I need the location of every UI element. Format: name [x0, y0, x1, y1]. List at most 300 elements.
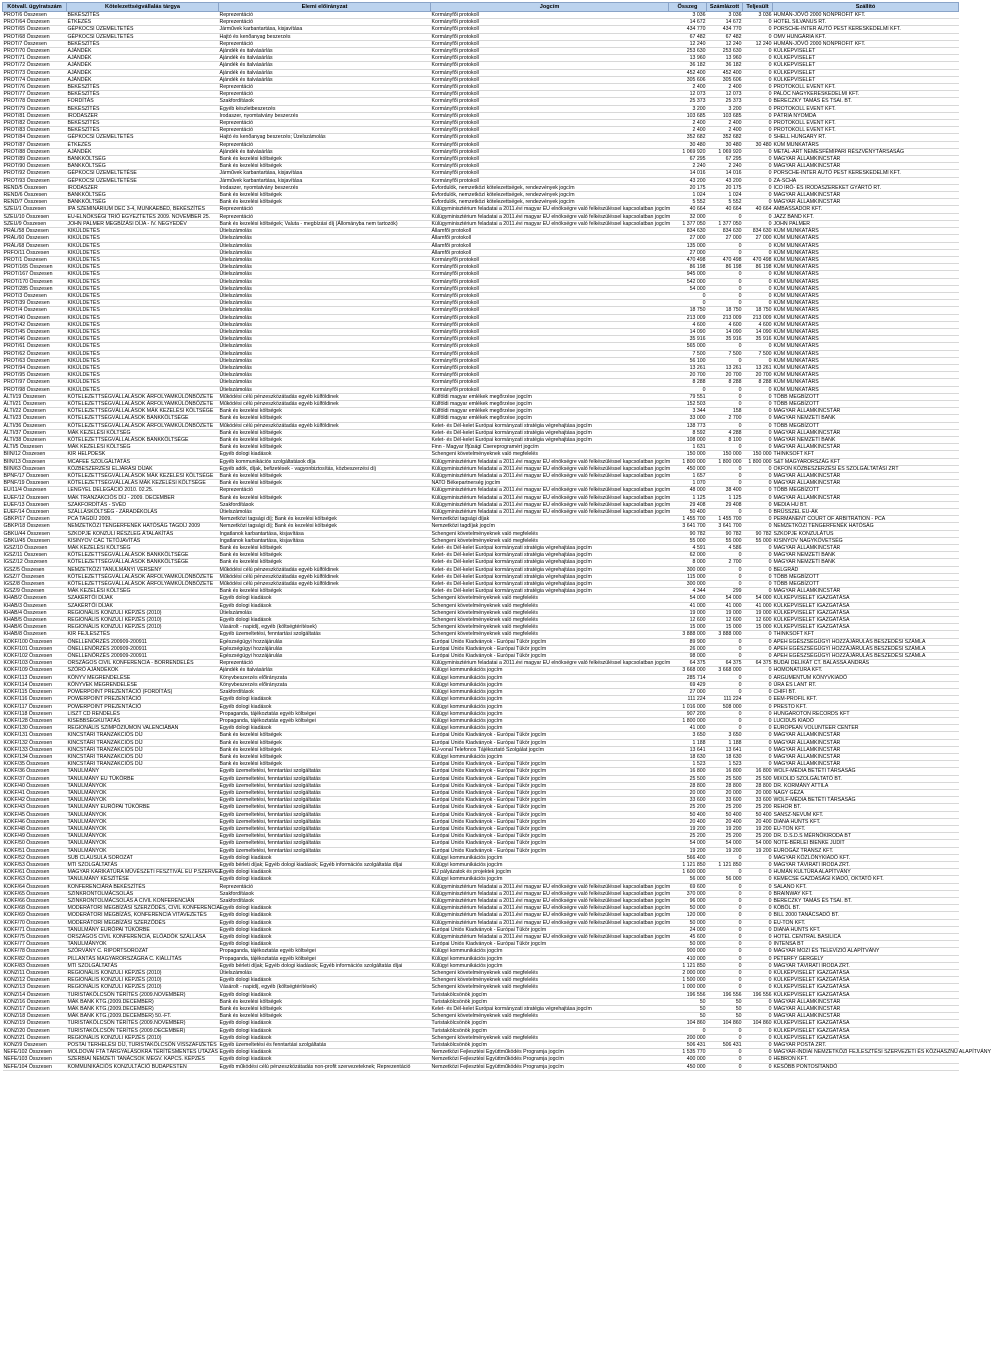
legal-title-cell: Schengeni követelményeknek való megfelelés	[431, 537, 669, 544]
subject-cell: ÉTKEZÉS	[67, 19, 219, 26]
subject-cell: IRODASZER	[67, 112, 219, 119]
appropriation-cell: Nemzetközi tagsági díj; Bank és kezelési költségek	[219, 516, 431, 523]
row-id-cell: KOKF/113 Összesen	[3, 674, 67, 681]
table-row[interactable]	[3, 573, 959, 580]
amount-cell: 86 198	[669, 264, 707, 271]
table-row[interactable]	[3, 69, 959, 76]
table-row[interactable]	[3, 696, 959, 703]
row-id-cell: KHAB/3 Összesen	[3, 602, 67, 609]
table-row[interactable]	[3, 328, 959, 335]
appropriation-cell: Ajándék és italvásárlás	[219, 62, 431, 69]
table-row[interactable]	[3, 12, 959, 19]
legal-title-cell: Kormányfői protokoll	[431, 328, 669, 335]
amount-cell: 945 000	[669, 271, 707, 278]
table-row[interactable]	[3, 242, 959, 249]
table-row[interactable]	[3, 897, 959, 904]
appropriation-cell: Útielszámolás	[219, 242, 431, 249]
invoiced-cell: 2 700	[707, 559, 743, 566]
table-row[interactable]	[3, 1042, 959, 1049]
legal-title-cell: Kormányfői protokoll	[431, 120, 669, 127]
table-row[interactable]	[3, 653, 959, 660]
table-row[interactable]	[3, 1034, 959, 1041]
table-row[interactable]	[3, 429, 959, 436]
table-row[interactable]	[3, 184, 959, 191]
fulfilled-cell: 0	[743, 861, 773, 868]
table-row[interactable]	[3, 876, 959, 883]
subject-cell: LISZT CD RENDELÉS	[67, 710, 219, 717]
table-row[interactable]	[3, 753, 959, 760]
invoiced-cell: 0	[707, 422, 743, 429]
invoiced-cell: 33 600	[707, 797, 743, 804]
table-row[interactable]	[3, 840, 959, 847]
legal-title-cell: Kormányfői protokoll	[431, 98, 669, 105]
table-row[interactable]	[3, 256, 959, 263]
table-row[interactable]	[3, 818, 959, 825]
appropriation-cell: Vásárolt - napidíj, egyéb (költségtérítések)	[219, 984, 431, 991]
table-row[interactable]	[3, 732, 959, 739]
row-id-cell: EUEF/12 Összesen	[3, 494, 67, 501]
table-row[interactable]	[3, 480, 959, 487]
subject-cell: POWERPOINT PREZENTÁCIÓ	[67, 696, 219, 703]
table-row[interactable]	[3, 444, 959, 451]
table-row[interactable]	[3, 494, 959, 501]
row-id-cell: NEFE/104 Összesen	[3, 1063, 67, 1070]
table-row[interactable]	[3, 364, 959, 371]
legal-title-cell: Államfői protokoll	[431, 228, 669, 235]
table-row[interactable]	[3, 833, 959, 840]
invoiced-cell: 1 523	[707, 761, 743, 768]
table-row[interactable]	[3, 206, 959, 213]
subject-cell: MÁK BANK KTG.(2009.DECEMBER)	[67, 998, 219, 1005]
table-row[interactable]	[3, 199, 959, 206]
table-row[interactable]	[3, 847, 959, 854]
subject-cell: SZERBIAI NEMZETI TANÁCSOK MEGV. KAPCS. KÉPZÉS	[67, 1056, 219, 1063]
fulfilled-cell: 28 800	[743, 782, 773, 789]
appropriation-cell: Bank és kezelési költségek	[219, 753, 431, 760]
supplier-cell: MIXOLID SZOLGÁLTATÓ BT.	[773, 775, 959, 782]
legal-title-cell: Kormányfői protokoll	[431, 307, 669, 314]
table-row[interactable]	[3, 62, 959, 69]
table-row[interactable]	[3, 192, 959, 199]
invoiced-cell: 12 600	[707, 617, 743, 624]
table-row[interactable]	[3, 746, 959, 753]
column-header-szallito[interactable]: Szállító	[773, 3, 959, 12]
table-row[interactable]	[3, 725, 959, 732]
supplier-cell: HUMÁN-JÖVŐ 2000 NONPROFIT KFT.	[773, 12, 959, 19]
row-id-cell: PROT/93 Összesen	[3, 177, 67, 184]
table-row[interactable]	[3, 955, 959, 962]
legal-title-cell: Kormányfői protokoll	[431, 76, 669, 83]
fulfilled-cell: 0	[743, 120, 773, 127]
table-row[interactable]	[3, 825, 959, 832]
legal-title-cell: Nemzetközi Fejlesztési Együttműködés Programja jogcím	[431, 1063, 669, 1070]
table-row[interactable]	[3, 285, 959, 292]
row-id-cell: BPNF/19 Összesen	[3, 480, 67, 487]
row-id-cell: BIIN/12 Összesen	[3, 451, 67, 458]
table-row[interactable]	[3, 905, 959, 912]
amount-cell: 43 200	[669, 177, 707, 184]
table-row[interactable]	[3, 977, 959, 984]
table-row[interactable]	[3, 667, 959, 674]
appropriation-cell: Egyéb működési célú pénzeszközátadás non-profit szervezeteknek; Reprezentáció	[219, 1063, 431, 1070]
row-id-cell: KOKF/70 Összesen	[3, 919, 67, 926]
table-row[interactable]	[3, 278, 959, 285]
table-row[interactable]	[3, 350, 959, 357]
table-row[interactable]	[3, 645, 959, 652]
table-row[interactable]	[3, 581, 959, 588]
invoiced-cell: 0	[707, 905, 743, 912]
amount-cell: 40 664	[669, 206, 707, 213]
legal-title-cell: Kormányfői protokoll	[431, 386, 669, 393]
supplier-cell: MAGYAR ÁLLAMKINCSTÁR	[773, 732, 959, 739]
row-id-cell: KOKF/132 Összesen	[3, 739, 67, 746]
fulfilled-cell: 0	[743, 170, 773, 177]
appropriation-cell: Nemzetközi tagsági díj; Bank és kezelési költségek	[219, 523, 431, 530]
table-row[interactable]	[3, 602, 959, 609]
table-row[interactable]	[3, 782, 959, 789]
supplier-cell: KÜM MUNKATÁRS	[773, 292, 959, 299]
table-row[interactable]	[3, 991, 959, 998]
table-row[interactable]	[3, 343, 959, 350]
appropriation-cell: Bank és kezelési költségek	[219, 408, 431, 415]
table-row[interactable]	[3, 372, 959, 379]
fulfilled-cell: 0	[743, 689, 773, 696]
table-row[interactable]	[3, 1013, 959, 1020]
table-row[interactable]	[3, 163, 959, 170]
table-row[interactable]	[3, 530, 959, 537]
fulfilled-cell: 0	[743, 739, 773, 746]
table-row[interactable]	[3, 76, 959, 83]
invoiced-cell: 50	[707, 998, 743, 1005]
fulfilled-cell: 0	[743, 926, 773, 933]
invoiced-cell: 16 800	[707, 768, 743, 775]
supplier-cell: MAGYAR ÁLLAMKINCSTÁR	[773, 429, 959, 436]
table-row[interactable]	[3, 710, 959, 717]
table-row[interactable]	[3, 134, 959, 141]
supplier-cell: MAGYAR-INDIAI NEMZETKÖZI FEJLESZTÉSI SZERVEZETI ÉS KÖZHASZNÚ ALAPÍTVÁNY	[773, 1049, 991, 1056]
column-header-ugyiratszam[interactable]: Kötvall. ügyiratszám	[3, 3, 67, 12]
table-row[interactable]	[3, 1049, 959, 1056]
table-row[interactable]	[3, 523, 959, 530]
table-row[interactable]	[3, 300, 959, 307]
table-row[interactable]	[3, 487, 959, 494]
supplier-cell: THINKSOFT KFT	[773, 631, 959, 638]
table-row[interactable]	[3, 156, 959, 163]
table-row[interactable]	[3, 970, 959, 977]
amount-cell: 152 503	[669, 400, 707, 407]
fulfilled-cell: 0	[743, 444, 773, 451]
column-header-szamlazott[interactable]: Számlázott	[707, 3, 743, 12]
table-row[interactable]	[3, 422, 959, 429]
supplier-cell: KÜM MUNKATÁRS	[773, 228, 959, 235]
row-id-cell: ÁLTI/37 Összesen	[3, 429, 67, 436]
appropriation-cell: Egyéb dologi kiadások	[219, 617, 431, 624]
table-row[interactable]	[3, 98, 959, 105]
invoiced-cell: 1 125	[707, 494, 743, 501]
row-id-cell: PROT/70 Összesen	[3, 48, 67, 55]
table-row[interactable]	[3, 703, 959, 710]
legal-title-cell: Európai Uniós Kiadványok - Európai Tükör jogcím	[431, 732, 669, 739]
appropriation-cell: Reprezentáció	[219, 127, 431, 134]
subject-cell: EU-ELNÖKSÉGI TRIÓ EGYEZTETÉS 2009. NOVEMBER 25.	[67, 213, 219, 220]
legal-title-cell: Külügyi kommunikációs jogcím	[431, 955, 669, 962]
table-row[interactable]	[3, 393, 959, 400]
table-row[interactable]	[3, 681, 959, 688]
table-row[interactable]	[3, 674, 959, 681]
supplier-cell: KÜM MUNKATÁRS	[773, 141, 959, 148]
subject-cell: MODERÁTORI MEGBÍZÁS, KONFERENCIA VITAVEZETÉS	[67, 912, 219, 919]
table-row[interactable]	[3, 926, 959, 933]
table-row[interactable]	[3, 465, 959, 472]
subject-cell: KÖTELEZETTSÉGVÁLLALÁSOK BANKKÖLTSÉGE	[67, 415, 219, 422]
table-row[interactable]	[3, 516, 959, 523]
table-row[interactable]	[3, 357, 959, 364]
commitments-sheet	[2, 2, 991, 1071]
legal-title-cell: Kelet- és Dél-kelet Európai kormányzati stratégia végrehajtása jogcím	[431, 573, 669, 580]
supplier-cell: KÜM MUNKATÁRS	[773, 285, 959, 292]
table-row[interactable]	[3, 919, 959, 926]
legal-title-cell: Európai Uniós Kiadványok - Európai Tükör jogcím	[431, 847, 669, 854]
supplier-cell: KÜM MUNKATÁRS	[773, 314, 959, 321]
table-row[interactable]	[3, 307, 959, 314]
amount-cell: 1 121 850	[669, 962, 707, 969]
row-id-cell: IGSZ/11 Összesen	[3, 552, 67, 559]
legal-title-cell: Kormányfői protokoll	[431, 33, 669, 40]
table-row[interactable]	[3, 1027, 959, 1034]
table-row[interactable]	[3, 55, 959, 62]
row-id-cell: ÁLTI/23 Összesen	[3, 415, 67, 422]
table-row[interactable]	[3, 213, 959, 220]
amount-cell: 834 630	[669, 228, 707, 235]
fulfilled-cell: 0	[743, 422, 773, 429]
table-row[interactable]	[3, 768, 959, 775]
table-row[interactable]	[3, 400, 959, 407]
table-row[interactable]	[3, 292, 959, 299]
table-row[interactable]	[3, 638, 959, 645]
table-row[interactable]	[3, 617, 959, 624]
column-header-osszeg[interactable]: Összeg	[669, 3, 707, 12]
appropriation-cell: Útielszámolás	[219, 256, 431, 263]
row-id-cell: KONZ/9 Összesen	[3, 1042, 67, 1049]
table-row[interactable]	[3, 761, 959, 768]
table-row[interactable]	[3, 112, 959, 119]
supplier-cell: KÜLKÉPVISELET IGAZGATÁSA	[773, 984, 959, 991]
amount-cell: 2 240	[669, 163, 707, 170]
supplier-cell: JOHN PALMER	[773, 220, 959, 227]
supplier-cell: TÖBB MEGBÍZOTT	[773, 422, 959, 429]
table-row[interactable]	[3, 170, 959, 177]
fulfilled-cell: 0	[743, 494, 773, 501]
table-row[interactable]	[3, 537, 959, 544]
subject-cell: BEKÉSZÍTÉS	[67, 105, 219, 112]
table-row[interactable]	[3, 271, 959, 278]
table-row[interactable]	[3, 473, 959, 480]
table-row[interactable]	[3, 408, 959, 415]
appropriation-cell: Bank és kezelési költségek	[219, 473, 431, 480]
table-row[interactable]	[3, 861, 959, 868]
supplier-cell: TÖBB MEGBÍZOTT	[773, 400, 959, 407]
table-row[interactable]	[3, 588, 959, 595]
table-row[interactable]	[3, 48, 959, 55]
legal-title-cell: Európai Uniós Kiadványok - Európai Tükör jogcím	[431, 638, 669, 645]
column-header-targy[interactable]: Kötelezettségvállalás tárgya	[67, 3, 219, 12]
table-row[interactable]	[3, 1056, 959, 1063]
table-row[interactable]	[3, 912, 959, 919]
table-row[interactable]	[3, 595, 959, 602]
appropriation-cell: Bank és kezelési költségek	[219, 436, 431, 443]
subject-cell: AJÁNDÉK	[67, 148, 219, 155]
subject-cell: KIKÜLDETÉS	[67, 379, 219, 386]
table-row[interactable]	[3, 509, 959, 516]
table-row[interactable]	[3, 314, 959, 321]
appropriation-cell: Egyéb dologi kiadások	[219, 451, 431, 458]
appropriation-cell: Egészségügyi hozzájárulás	[219, 645, 431, 652]
table-row[interactable]	[3, 451, 959, 458]
table-row[interactable]	[3, 804, 959, 811]
amount-cell: 0	[669, 1027, 707, 1034]
table-row[interactable]	[3, 717, 959, 724]
table-row[interactable]	[3, 609, 959, 616]
table-row[interactable]	[3, 566, 959, 573]
row-id-cell: IGSZ/8 Összesen	[3, 581, 67, 588]
appropriation-cell: Útielszámolás	[219, 264, 431, 271]
appropriation-cell: Járművek karbantartása, kisjavítása	[219, 26, 431, 33]
table-row[interactable]	[3, 501, 959, 508]
table-row[interactable]	[3, 660, 959, 667]
fulfilled-cell: 0	[743, 300, 773, 307]
invoiced-cell: 1 455 700	[707, 516, 743, 523]
table-row[interactable]	[3, 379, 959, 386]
amount-cell: 25 373	[669, 98, 707, 105]
column-header-eloiranyzat[interactable]: Elemi előirányzat	[219, 3, 431, 12]
column-header-teljesult[interactable]: Teljesült	[743, 3, 773, 12]
invoiced-cell: 0	[707, 638, 743, 645]
supplier-cell: METAL-ART NEMESFÉMIPARI RÉSZVÉNYTÁRSASÁG	[773, 148, 959, 155]
amount-cell: 13 261	[669, 364, 707, 371]
column-header-jogcim[interactable]: Jogcím	[431, 3, 669, 12]
subject-cell: KIR FEJLESZTÉS	[67, 631, 219, 638]
table-row[interactable]	[3, 321, 959, 328]
row-id-cell: KOKF/50 Összesen	[3, 840, 67, 847]
table-row[interactable]	[3, 84, 959, 91]
table-row[interactable]	[3, 890, 959, 897]
table-row[interactable]	[3, 1006, 959, 1013]
row-id-cell: KOKF/131 Összesen	[3, 732, 67, 739]
invoiced-cell: 0	[707, 955, 743, 962]
table-row[interactable]	[3, 415, 959, 422]
appropriation-cell: Egyéb kommunikációs szolgáltatások díja	[219, 458, 431, 465]
amount-cell: 19 200	[669, 825, 707, 832]
subject-cell: KÖTELEZETTSÉGVÁLLALÁSOK ÁRFOLYAMKÜLÖNBÖZETE	[67, 573, 219, 580]
fulfilled-cell: 90 782	[743, 530, 773, 537]
appropriation-cell: Működési célú pénzeszközátadás egyéb külföldinek	[219, 573, 431, 580]
table-row[interactable]	[3, 40, 959, 47]
appropriation-cell: Egyéb dologi kiadások	[219, 941, 431, 948]
table-row[interactable]	[3, 962, 959, 969]
table-row[interactable]	[3, 869, 959, 876]
table-row[interactable]	[3, 941, 959, 948]
table-row[interactable]	[3, 249, 959, 256]
table-row[interactable]	[3, 26, 959, 33]
table-row[interactable]	[3, 775, 959, 782]
table-row[interactable]	[3, 33, 959, 40]
table-row[interactable]	[3, 177, 959, 184]
table-row[interactable]	[3, 91, 959, 98]
row-id-cell: PROT/83 Összesen	[3, 127, 67, 134]
table-row[interactable]	[3, 386, 959, 393]
table-row[interactable]	[3, 105, 959, 112]
table-row[interactable]	[3, 148, 959, 155]
legal-title-cell: Külügyminisztérium feladatai a 2011.évi magyar EU elnökségre való felkészüléssel kapcsolatban jogcím	[431, 487, 671, 494]
table-row[interactable]	[3, 624, 959, 631]
table-row[interactable]	[3, 811, 959, 818]
appropriation-cell: Útielszámolás	[219, 321, 431, 328]
supplier-cell: AMBASSADOR KFT.	[773, 206, 959, 213]
table-row[interactable]	[3, 948, 959, 955]
table-row[interactable]	[3, 19, 959, 26]
subject-cell: KIKÜLDETÉS	[67, 256, 219, 263]
subject-cell: KINCSTÁRI TRANZAKCIÓS DÍJ	[67, 746, 219, 753]
invoiced-cell: 305 606	[707, 76, 743, 83]
table-row[interactable]	[3, 545, 959, 552]
subject-cell: NEMZETKÖZI TENGERFENÉK HATÓSÁG TAGDÍJ 2009	[67, 523, 219, 530]
table-row[interactable]	[3, 264, 959, 271]
supplier-cell: ÚRA ÉS LANT RT.	[773, 681, 959, 688]
table-row[interactable]	[3, 127, 959, 134]
table-row[interactable]	[3, 436, 959, 443]
table-row[interactable]	[3, 934, 959, 941]
table-row[interactable]	[3, 739, 959, 746]
subject-cell: AJÁNDÉK	[67, 69, 219, 76]
table-row[interactable]	[3, 228, 959, 235]
table-row[interactable]	[3, 220, 959, 227]
table-row[interactable]	[3, 883, 959, 890]
subject-cell: KIKÜLDETÉS	[67, 249, 219, 256]
table-row[interactable]	[3, 559, 959, 566]
appropriation-cell: Szakfordítások	[219, 890, 431, 897]
table-row[interactable]	[3, 998, 959, 1005]
supplier-cell: SALANO KFT.	[773, 883, 959, 890]
amount-cell: 542 000	[669, 278, 707, 285]
table-row[interactable]	[3, 336, 959, 343]
amount-cell: 19 000	[669, 609, 707, 616]
legal-title-cell: Külügyi kommunikációs jogcím	[431, 674, 669, 681]
table-row[interactable]	[3, 797, 959, 804]
table-row[interactable]	[3, 631, 959, 638]
legal-title-cell: Évfordulók, nemzetközi kötelezettségek, rendezvények jogcím	[431, 192, 669, 199]
fulfilled-cell: 0	[743, 710, 773, 717]
table-row[interactable]	[3, 120, 959, 127]
table-row[interactable]	[3, 689, 959, 696]
amount-cell: 67 295	[669, 156, 707, 163]
table-row[interactable]	[3, 1063, 959, 1070]
table-row[interactable]	[3, 854, 959, 861]
table-row[interactable]	[3, 789, 959, 796]
table-row[interactable]	[3, 141, 959, 148]
invoiced-cell: 299	[707, 588, 743, 595]
fulfilled-cell: 834 630	[743, 228, 773, 235]
invoiced-cell: 0	[707, 285, 743, 292]
table-row[interactable]	[3, 235, 959, 242]
table-row[interactable]	[3, 552, 959, 559]
table-row[interactable]	[3, 984, 959, 991]
amount-cell: 3 668 000	[669, 667, 707, 674]
table-row[interactable]	[3, 458, 959, 465]
appropriation-cell: Reprezentáció	[219, 91, 431, 98]
invoiced-cell: 3 650	[707, 732, 743, 739]
legal-title-cell: Külügyminisztérium feladatai a 2011.évi magyar EU elnökségre való felkészüléssel kapcsolatban jogcím	[431, 883, 671, 890]
table-row[interactable]	[3, 1020, 959, 1027]
